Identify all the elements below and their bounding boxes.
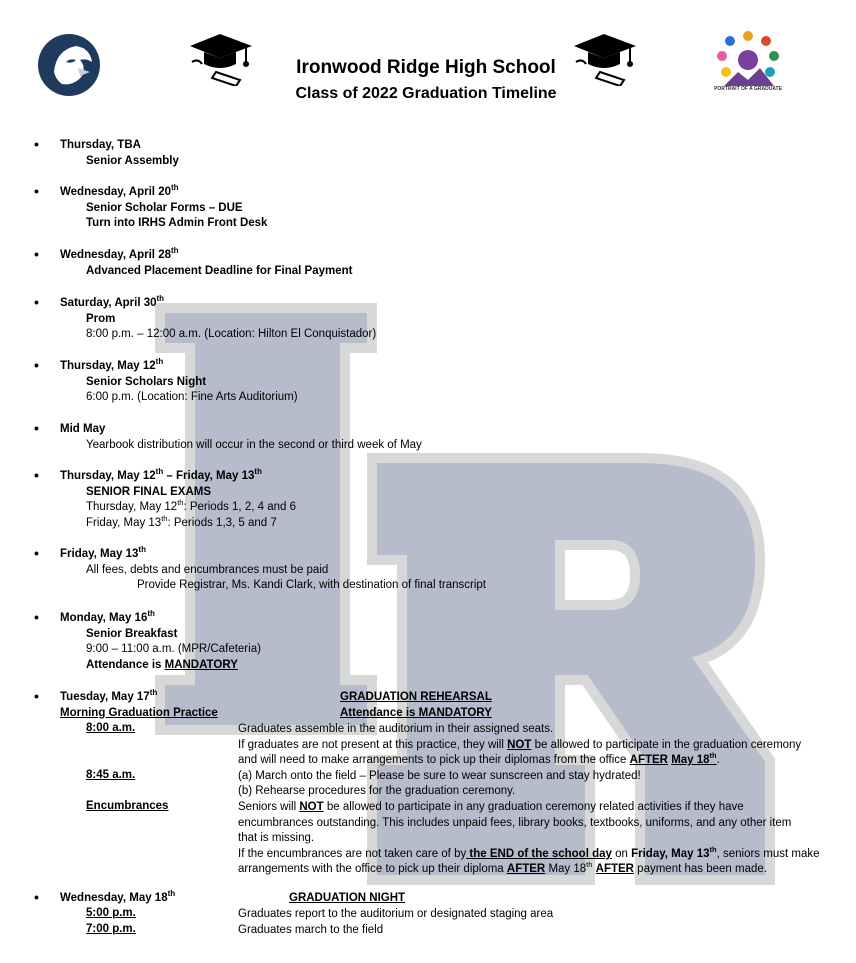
event-line: Senior Breakfast [86,627,178,640]
event-line: 9:00 – 11:00 a.m. (MPR/Cafeteria) [86,643,261,656]
event-line: All fees, debts and encumbrances must be paid [86,563,329,576]
event-date: Mid May [60,423,106,435]
night-heading: GRADUATION NIGHT [289,892,406,904]
rehearsal-attendance: Attendance is MANDATORY [340,706,492,719]
event-line: Thursday, May 12th: Periods 1, 2, 4 and 6 [86,498,296,514]
event-date: Tuesday, May 17th [60,688,158,703]
night-text: Graduates report to the auditorium or designated staging area [238,908,554,920]
rehearsal-text: and will need to make arrangements to pick up their diplomas from the office AFTER May 18th. [238,751,720,767]
event-date: Friday, May 13th [60,545,146,560]
event-date: Wednesday, May 18th [60,889,176,904]
rehearsal-text: If graduates are not present at this practice, they will NOT be allowed to participate in the graduation ceremony [238,738,802,751]
encumbrance-text: that is missing. [238,832,315,845]
event-line: Senior Assembly [86,154,179,167]
event-line: Turn into IRHS Admin Front Desk [86,217,268,230]
event-line: 6:00 p.m. (Location: Fine Arts Auditorium) [86,391,298,404]
time-label: 8:45 a.m. [86,768,136,781]
event-line: Senior Scholar Forms – DUE [86,201,243,214]
practice-label: Morning Graduation Practice [60,706,218,719]
encumbrance-text: arrangements with the office to pick up their diploma AFTER May 18th AFTER payment has been made. [238,860,767,876]
event-date: Wednesday, April 20th [60,183,179,198]
rehearsal-text: Graduates assemble in the auditorium in their assigned seats. [238,723,554,735]
event-date: Thursday, May 12th – Friday, May 13th [60,467,262,482]
time-label: 5:00 p.m. [86,907,136,919]
page-subtitle: Class of 2022 Graduation Timeline [295,85,557,102]
event-line: Advanced Placement Deadline for Final Payment [86,264,353,277]
event-line: Yearbook distribution will occur in the second or third week of May [86,438,422,451]
event-date: Thursday, May 12th [60,357,164,372]
event-line: Prom [86,312,116,325]
event-line: SENIOR FINAL EXAMS [86,485,212,498]
event-line: Provide Registrar, Ms. Kandi Clark, with destination of final transcript [137,579,486,592]
page-title: Ironwood Ridge High School [296,57,556,78]
event-date: Saturday, April 30th [60,294,165,309]
encumbrance-text: Seniors will NOT be allowed to participate in any graduation ceremony related activities if they have [238,801,744,813]
event-line: 8:00 p.m. – 12:00 a.m. (Location: Hilton El Conquistador) [86,328,377,341]
event-line: Friday, May 13th: Periods 1,3, 5 and 7 [86,513,277,529]
rehearsal-heading: GRADUATION REHEARSAL [340,691,492,703]
time-label: 7:00 p.m. [86,922,136,935]
time-label: 8:00 a.m. [86,722,136,734]
logo-caption: PORTRAIT OF A GRADUATE [714,86,782,92]
rehearsal-text: (a) March onto the field – Please be sure to wear sunscreen and stay hydrated! [238,769,641,782]
encumbrances-label: Encumbrances [86,800,169,812]
encumbrance-text: encumbrances outstanding. This includes unpaid fees, library books, textbooks, uniforms, and any other item [238,816,792,829]
event-date: Wednesday, April 28th [60,246,179,261]
rehearsal-text: (b) Rehearse procedures for the graduation ceremony. [238,785,516,798]
event-line: Attendance is MANDATORY [86,658,238,671]
night-text: Graduates march to the field [238,923,384,936]
event-line: Senior Scholars Night [86,375,207,388]
event-date: Thursday, TBA [60,139,141,151]
encumbrance-text: If the encumbrances are not taken care of by the END of the school day on Friday, May 13th, seniors must make [238,844,820,860]
event-date: Monday, May 16th [60,609,155,624]
